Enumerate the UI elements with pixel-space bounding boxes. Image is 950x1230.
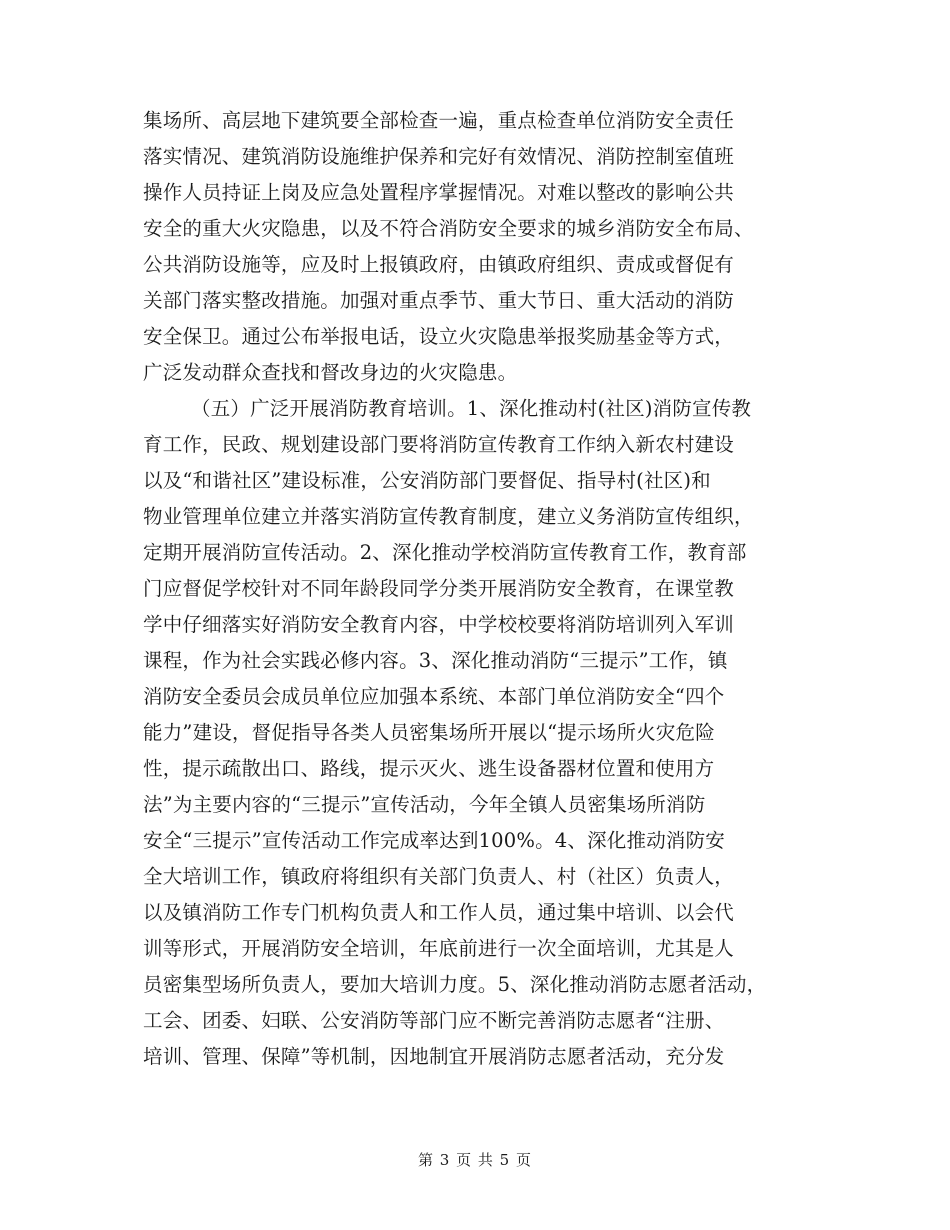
text-line: 以及“和谐社区”建设标准，公安消防部门要督促、指导村(社区)和 (143, 469, 711, 492)
text-line: 操作人员持证上岗及应急处置程序掌握情况。对难以整改的影响公共 (143, 181, 735, 204)
text-line: 性，提示疏散出口、路线，提示灭火、逃生设备器材位置和使用方 (143, 757, 715, 780)
text-line: 以及镇消防工作专门机构负责人和工作人员，通过集中培训、以会代 (143, 901, 735, 924)
text-line: 训等形式，开展消防安全培训，年底前进行一次全面培训，尤其是人 (143, 937, 735, 960)
text-line: 员密集型场所负责人，要加大培训力度。5、深化推动消防志愿者活动， (143, 973, 767, 996)
text-line: 物业管理单位建立并落实消防宣传教育制度，建立义务消防宣传组织， (143, 505, 754, 528)
text-line: 能力”建设，督促指导各类人员密集场所开展以“提示场所火灾危险 (143, 721, 715, 744)
text-line: 课程，作为社会实践必修内容。3、深化推动消防“三提示”工作，镇 (143, 649, 728, 672)
text-line: 安全保卫。通过公布举报电话，设立火灾隐患举报奖励基金等方式， (143, 325, 735, 348)
text-line: 门应督促学校针对不同年龄段同学分类开展消防安全教育，在课堂教 (143, 577, 735, 600)
text-line: 集场所、高层地下建筑要全部检查一遍，重点检查单位消防安全责任 (143, 109, 735, 132)
text-line: 定期开展消防宣传活动。2、深化推动学校消防宣传教育工作，教育部 (143, 541, 747, 564)
text-line: 关部门落实整改措施。加强对重点季节、重大节日、重大活动的消防 (143, 289, 735, 312)
paragraph-start-line: （五）广泛开展消防教育培训。1、深化推动村(社区)消防宣传教 (191, 397, 752, 420)
text-line: 安全的重大火灾隐患，以及不符合消防安全要求的城乡消防安全布局、 (143, 217, 754, 240)
text-line: 公共消防设施等，应及时上报镇政府，由镇政府组织、责成或督促有 (143, 253, 735, 276)
text-line: 法”为主要内容的“三提示”宣传活动，今年全镇人员密集场所消防 (143, 793, 706, 816)
text-line: 全大培训工作，镇政府将组织有关部门负责人、村（社区）负责人， (143, 865, 735, 888)
text-line: 工会、团委、妇联、公安消防等部门应不断完善消防志愿者“注册、 (143, 1009, 725, 1032)
text-line: 安全“三提示”宣传活动工作完成率达到100%。4、深化推动消防安 (143, 829, 725, 852)
text-line: 学中仔细落实好消防安全教育内容，中学校校要将消防培训列入军训 (143, 613, 735, 636)
text-line: 培训、管理、保障”等机制，因地制宜开展消防志愿者活动，充分发 (143, 1045, 725, 1068)
page-footer: 第 3 页 共 5 页 (418, 1151, 532, 1169)
body-text (143, 103, 823, 1075)
text-line: 育工作，民政、规划建设部门要将消防宣传教育工作纳入新农村建设 (143, 433, 735, 456)
text-line: 落实情况、建筑消防设施维护保养和完好有效情况、消防控制室值班 (143, 145, 735, 168)
text-line: 广泛发动群众查找和督改身边的火灾隐患。 (143, 361, 518, 384)
text-line: 消防安全委员会成员单位应加强本系统、本部门单位消防安全“四个 (143, 685, 725, 708)
